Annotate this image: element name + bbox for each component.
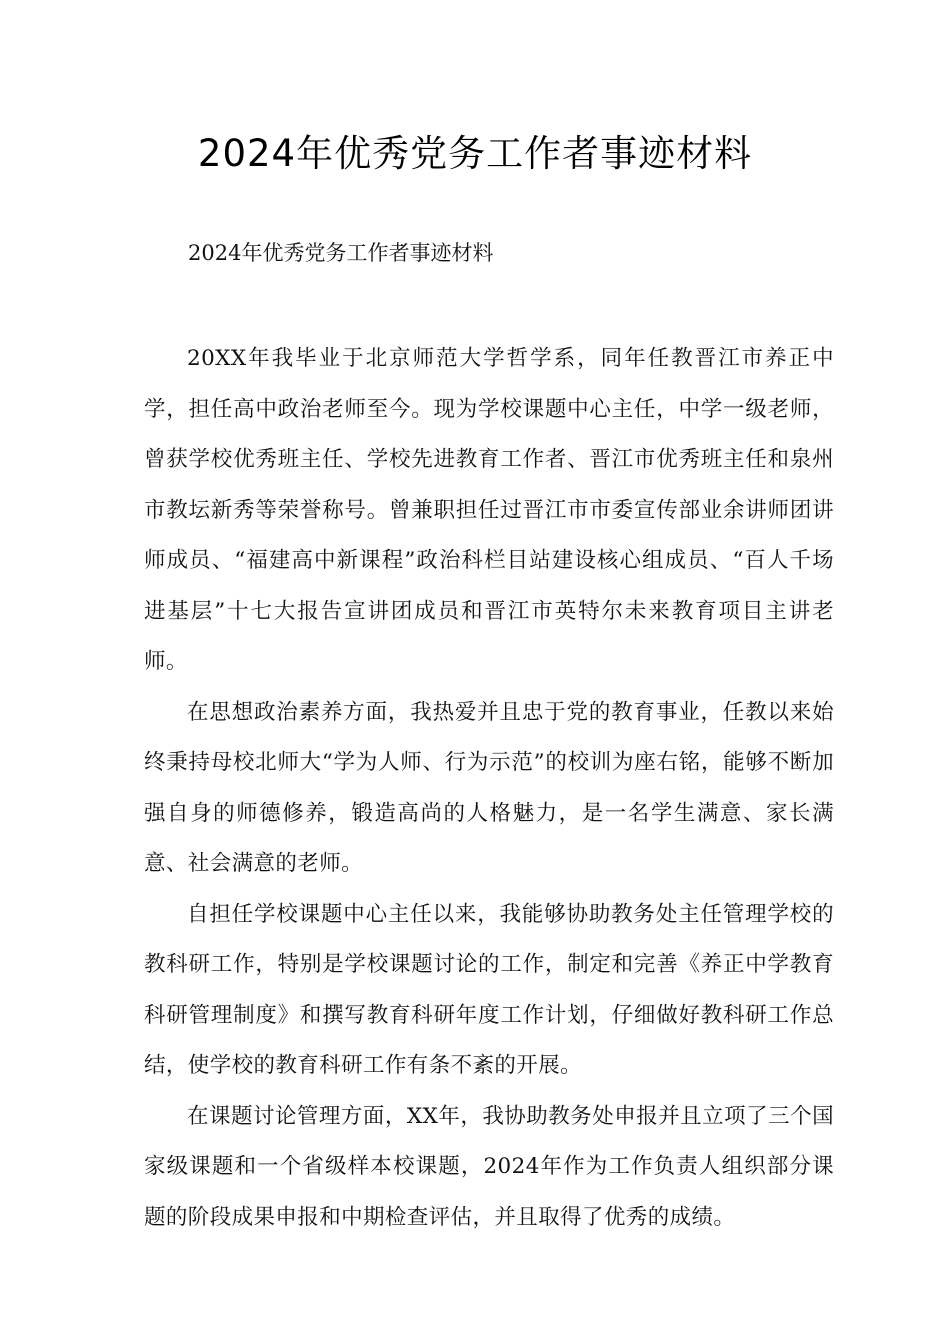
paragraph: 自担任学校课题中心主任以来，我能够协助教务处主任管理学校的教科研工作，特别是学校课题讨论的工作，制定和完善《养正中学教育科研管理制度》和撰写教育科研年度工作计划，仔细做好教科研工作总结，使学校的教育科研工作有条不紊的开展。 bbox=[144, 901, 834, 1078]
document-body bbox=[144, 334, 834, 1243]
paragraph: 20XX年我毕业于北京师范大学哲学系，同年任教晋江市养正中学，担任高中政治老师至今。现为学校课题中心主任，中学一级老师，曾获学校优秀班主任、学校先进教育工作者、晋江市优秀班主任和泉州市教坛新秀等荣誉称号。曾兼职担任过晋江市市委宣传部业余讲师团讲师成员、“福建高中新课程”政治科栏目站建设核心组成员、“百人千场进基层”十七大报告宣讲团成员和晋江市英特尔未来教育项目主讲老师。 bbox=[144, 346, 834, 674]
document-title: 2024年优秀党务工作者事迹材料 bbox=[197, 132, 753, 175]
paragraph: 在课题讨论管理方面，XX年，我协助教务处申报并且立项了三个国家级课题和一个省级样本校课题，2024年作为工作负责人组织部分课题的阶段成果申报和中期检查评估，并且取得了优秀的成绩。 bbox=[144, 1103, 834, 1230]
paragraph: 在思想政治素养方面，我热爱并且忠于党的教育事业，任教以来始终秉持母校北师大“学为人师、行为示范”的校训为座右铭，能够不断加强自身的师德修养，锻造高尚的人格魅力，是一名学生满意、家长满意、社会满意的老师。 bbox=[144, 699, 834, 876]
document-subtitle: 2024年优秀党务工作者事迹材料 bbox=[188, 241, 494, 265]
